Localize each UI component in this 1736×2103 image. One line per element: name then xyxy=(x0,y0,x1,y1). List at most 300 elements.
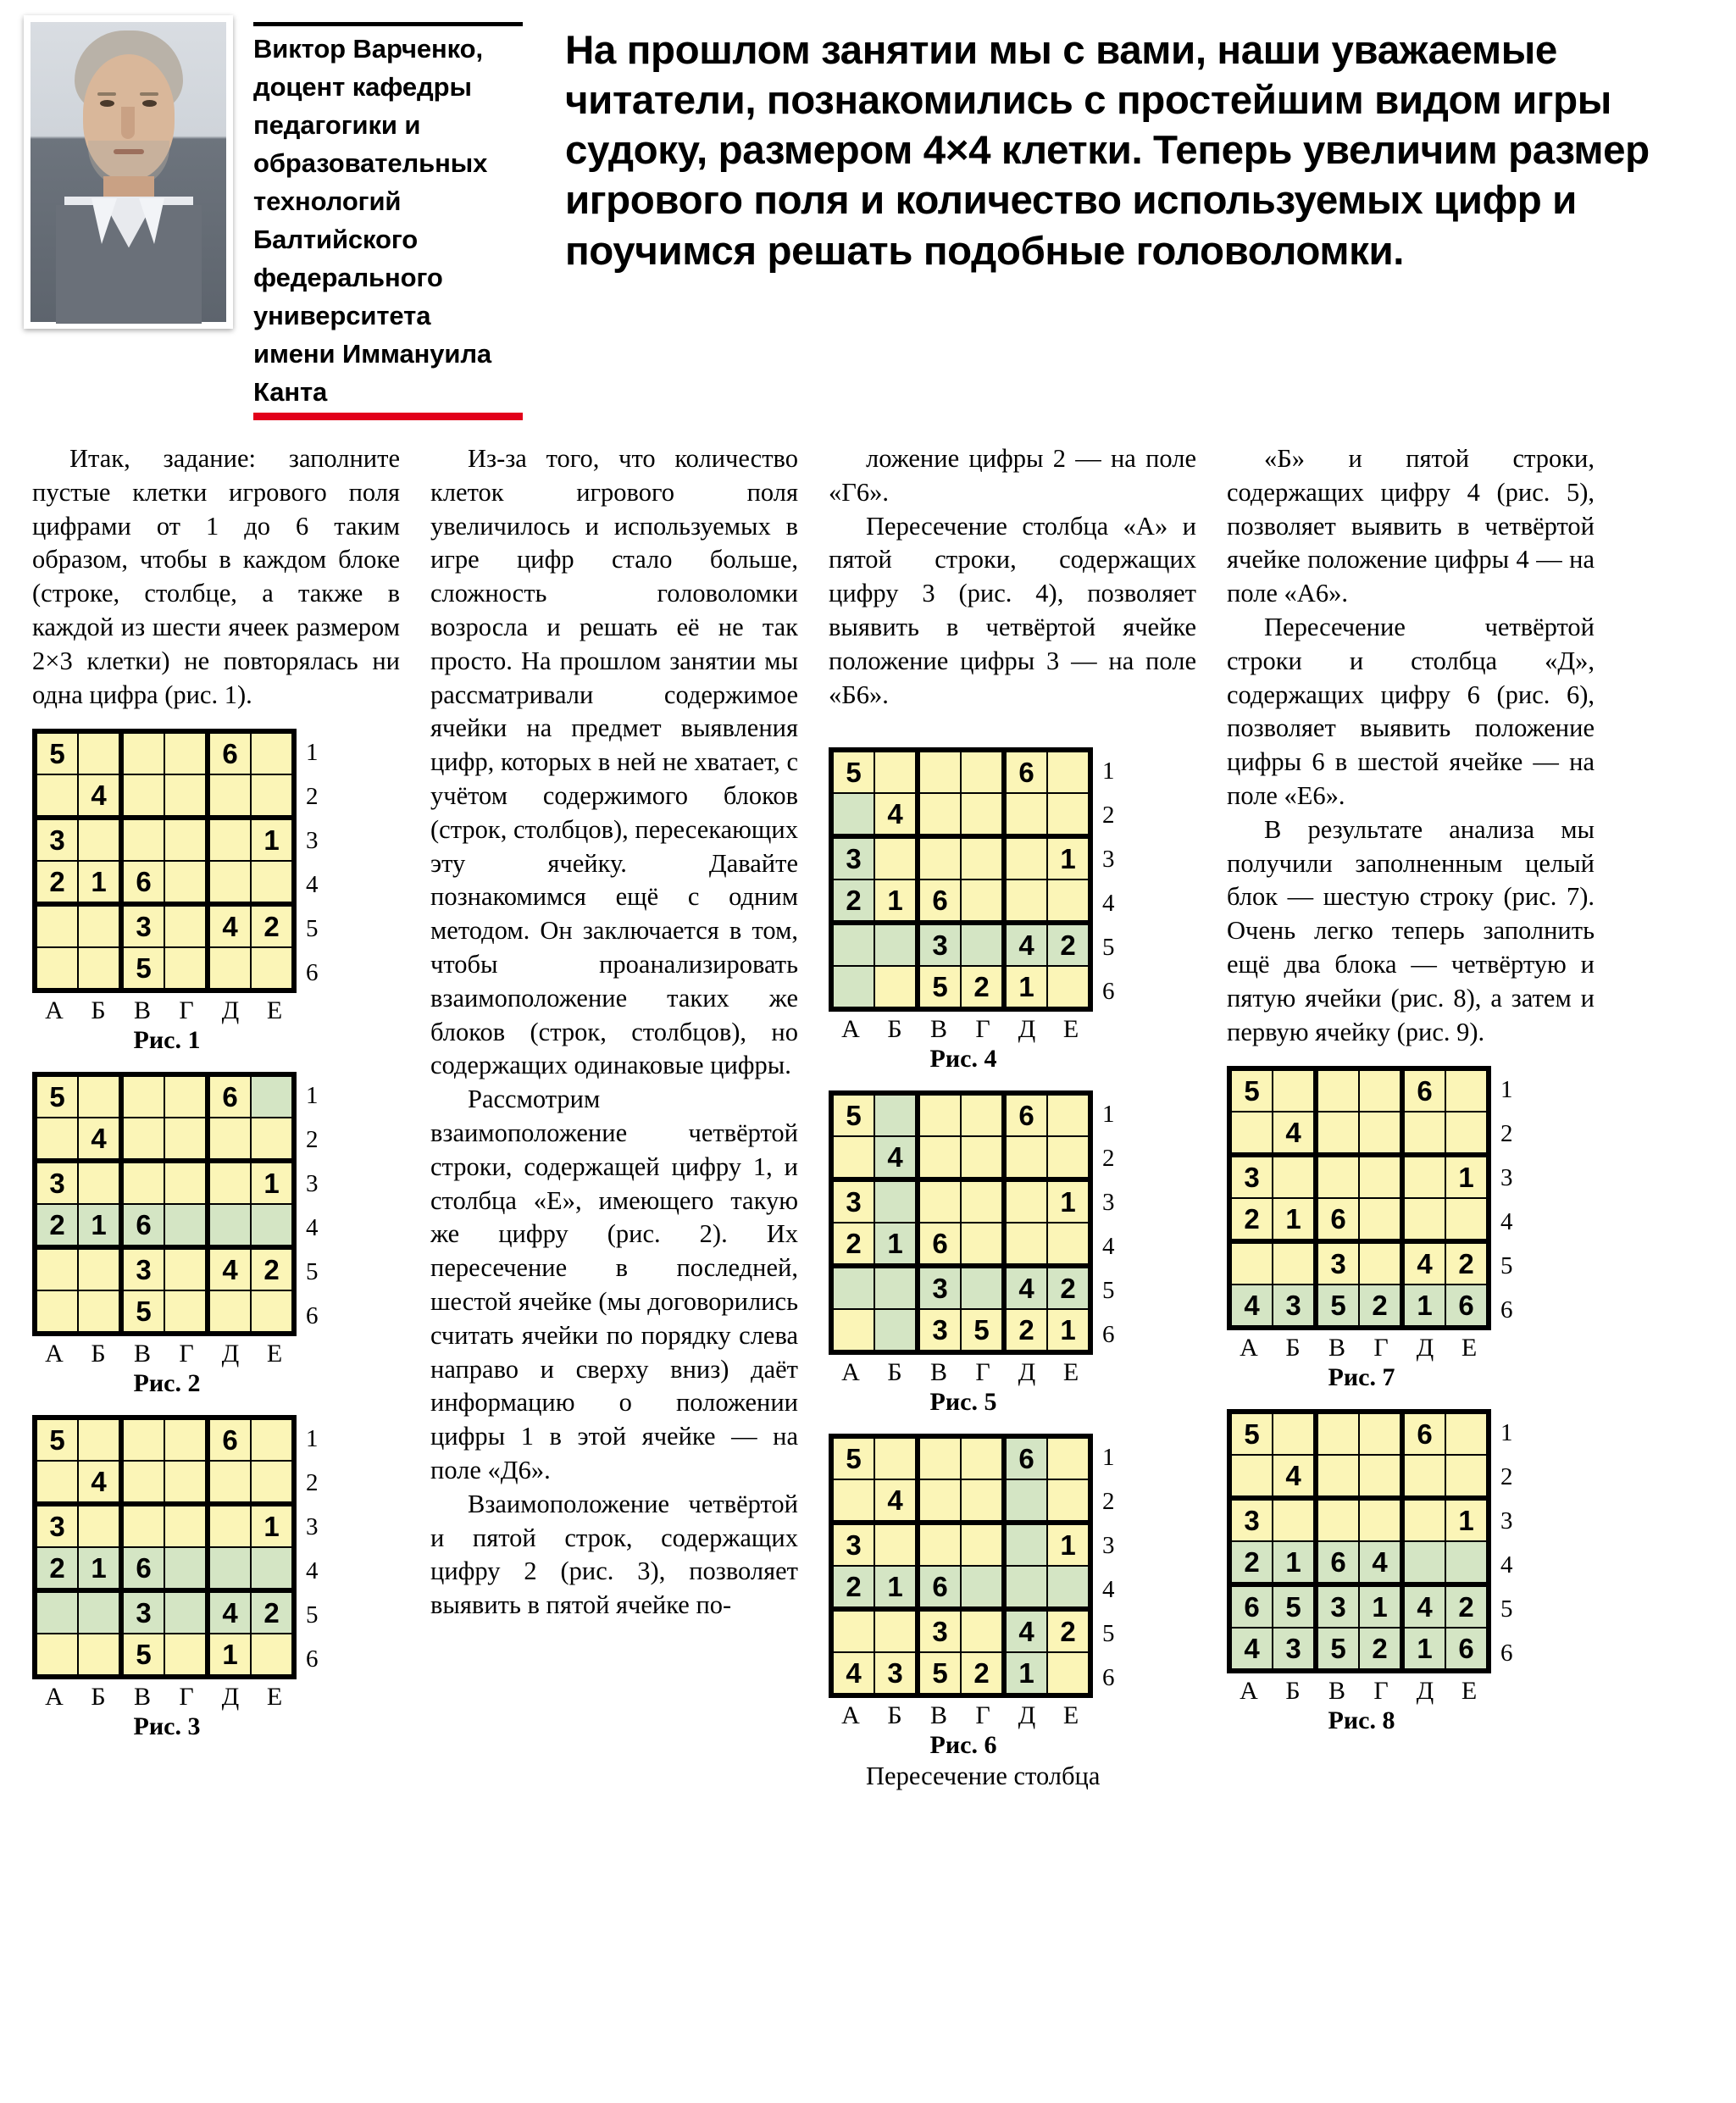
sudoku-cell[interactable]: 2 xyxy=(1047,1266,1090,1309)
sudoku-cell[interactable] xyxy=(1316,1155,1359,1198)
sudoku-cell[interactable]: 4 xyxy=(78,1118,121,1161)
sudoku-cell[interactable]: 2 xyxy=(1047,923,1090,966)
sudoku-cell[interactable] xyxy=(251,1418,294,1461)
sudoku-cell[interactable] xyxy=(164,731,208,774)
sudoku-cell[interactable]: 3 xyxy=(121,1247,164,1290)
row-label: 6 xyxy=(306,1302,319,1330)
sudoku-cell[interactable] xyxy=(121,1461,164,1504)
sudoku-cell[interactable] xyxy=(35,1461,78,1504)
sudoku-cell[interactable] xyxy=(874,1179,918,1223)
sudoku-cell[interactable] xyxy=(1004,1566,1047,1609)
sudoku-cell[interactable] xyxy=(874,1609,918,1652)
sudoku-cell[interactable]: 5 xyxy=(1229,1068,1273,1112)
sudoku-cell[interactable] xyxy=(874,1309,918,1352)
sudoku-cell[interactable]: 3 xyxy=(831,1179,874,1223)
sudoku-row xyxy=(35,1074,294,1118)
sudoku-cell[interactable]: 6 xyxy=(121,861,164,904)
sudoku-cell[interactable]: 6 xyxy=(121,1204,164,1247)
sudoku-cell[interactable]: 3 xyxy=(1316,1241,1359,1285)
sudoku-cell[interactable]: 3 xyxy=(1229,1498,1273,1541)
sudoku-cell[interactable] xyxy=(78,904,121,947)
sudoku-cell[interactable] xyxy=(1402,1455,1445,1498)
sudoku-cell[interactable]: 3 xyxy=(918,1309,961,1352)
sudoku-cell[interactable] xyxy=(35,1118,78,1161)
sudoku-cell[interactable] xyxy=(874,836,918,879)
sudoku-cell[interactable] xyxy=(164,1461,208,1504)
sudoku-cell[interactable] xyxy=(121,818,164,861)
sudoku-cell[interactable]: 2 xyxy=(1004,1309,1047,1352)
sudoku-cell[interactable] xyxy=(121,1504,164,1547)
sudoku-cell[interactable]: 1 xyxy=(1402,1628,1445,1671)
sudoku-cell[interactable] xyxy=(1229,1112,1273,1155)
sudoku-cell[interactable] xyxy=(1273,1155,1316,1198)
sudoku-cell[interactable]: 1 xyxy=(1359,1584,1402,1628)
sudoku-cell[interactable] xyxy=(961,750,1004,793)
sudoku-cell[interactable] xyxy=(1359,1112,1402,1155)
sudoku-cell[interactable]: 5 xyxy=(121,947,164,990)
sudoku-cell[interactable] xyxy=(1445,1541,1489,1584)
sudoku-cell[interactable] xyxy=(1402,1498,1445,1541)
paragraph: Итак, задание: заполните пустые клетки игрового поля цифрами от 1 до 6 таким образом, чтобы в каждом блоке (строке, столбце, а также в каждой из шести ячеек размером 2×3 клетки) не повторялась ни одна цифра (рис. 1). xyxy=(32,444,400,709)
sudoku-cell[interactable]: 5 xyxy=(35,1418,78,1461)
sudoku-cell[interactable]: 3 xyxy=(918,923,961,966)
sudoku-cell[interactable] xyxy=(1004,1479,1047,1523)
sudoku-cell[interactable] xyxy=(121,1161,164,1204)
sudoku-cell[interactable] xyxy=(208,818,251,861)
sudoku-cell[interactable] xyxy=(251,731,294,774)
sudoku-cell[interactable] xyxy=(831,1266,874,1309)
sudoku-cell[interactable] xyxy=(1004,1223,1047,1266)
sudoku-cell[interactable] xyxy=(961,836,1004,879)
sudoku-cell[interactable] xyxy=(1047,1136,1090,1179)
sudoku-cell[interactable] xyxy=(874,1436,918,1479)
sudoku-cell[interactable]: 4 xyxy=(208,1247,251,1290)
sudoku-cell[interactable]: 3 xyxy=(831,836,874,879)
sudoku-cell[interactable] xyxy=(164,774,208,818)
sudoku-cell[interactable] xyxy=(78,818,121,861)
sudoku-cell[interactable]: 1 xyxy=(1445,1498,1489,1541)
sudoku-cell[interactable] xyxy=(1047,966,1090,1009)
sudoku-cell[interactable]: 4 xyxy=(1004,1609,1047,1652)
sudoku-cell[interactable] xyxy=(831,1479,874,1523)
row-label: 1 xyxy=(1500,1076,1513,1104)
sudoku-cell[interactable] xyxy=(121,1074,164,1118)
sudoku-cell[interactable] xyxy=(35,947,78,990)
sudoku-cell[interactable] xyxy=(78,1247,121,1290)
sudoku-cell[interactable] xyxy=(1316,1498,1359,1541)
sudoku-cell[interactable] xyxy=(1445,1112,1489,1155)
sudoku-cell[interactable]: 4 xyxy=(1229,1628,1273,1671)
sudoku-cell[interactable] xyxy=(164,1504,208,1547)
sudoku-cell[interactable]: 3 xyxy=(1273,1285,1316,1328)
sudoku-cell[interactable]: 4 xyxy=(874,793,918,836)
sudoku-cell[interactable]: 1 xyxy=(1047,1179,1090,1223)
sudoku-cell[interactable] xyxy=(78,1074,121,1118)
sudoku-cell[interactable] xyxy=(251,947,294,990)
sudoku-cell[interactable] xyxy=(121,774,164,818)
sudoku-cell[interactable] xyxy=(35,1634,78,1677)
sudoku-cell[interactable]: 6 xyxy=(1402,1412,1445,1455)
sudoku-cell[interactable]: 1 xyxy=(874,1566,918,1609)
sudoku-cell[interactable]: 2 xyxy=(961,1652,1004,1695)
sudoku-cell[interactable]: 1 xyxy=(208,1634,251,1677)
sudoku-cell[interactable] xyxy=(35,904,78,947)
sudoku-cell[interactable] xyxy=(164,818,208,861)
sudoku-cell[interactable]: 5 xyxy=(831,750,874,793)
sudoku-cell[interactable] xyxy=(1359,1068,1402,1112)
sudoku-cell[interactable] xyxy=(874,1093,918,1136)
sudoku-cell[interactable] xyxy=(1004,879,1047,923)
sudoku-cell[interactable]: 2 xyxy=(35,861,78,904)
sudoku-cell[interactable] xyxy=(35,774,78,818)
sudoku-cell[interactable] xyxy=(918,1093,961,1136)
sudoku-cell[interactable]: 1 xyxy=(78,861,121,904)
sudoku-cell[interactable] xyxy=(874,966,918,1009)
sudoku-cell[interactable]: 2 xyxy=(251,904,294,947)
sudoku-cell[interactable] xyxy=(961,1566,1004,1609)
sudoku-cell[interactable]: 5 xyxy=(1316,1285,1359,1328)
sudoku-cell[interactable]: 4 xyxy=(78,774,121,818)
sudoku-cell[interactable] xyxy=(164,861,208,904)
sudoku-cell[interactable] xyxy=(918,1479,961,1523)
sudoku-cell[interactable]: 4 xyxy=(1273,1455,1316,1498)
sudoku-cell[interactable] xyxy=(78,1161,121,1204)
sudoku-cell[interactable]: 4 xyxy=(874,1136,918,1179)
sudoku-cell[interactable] xyxy=(251,1290,294,1334)
sudoku-cell[interactable] xyxy=(251,1461,294,1504)
sudoku-cell[interactable] xyxy=(1047,750,1090,793)
sudoku-cell[interactable]: 6 xyxy=(1004,750,1047,793)
sudoku-cell[interactable]: 6 xyxy=(1445,1285,1489,1328)
sudoku-cell[interactable]: 4 xyxy=(208,904,251,947)
sudoku-cell[interactable] xyxy=(1402,1198,1445,1241)
sudoku-cell[interactable] xyxy=(918,1436,961,1479)
sudoku-cell[interactable]: 6 xyxy=(1316,1198,1359,1241)
sudoku-cell[interactable]: 3 xyxy=(831,1523,874,1566)
sudoku-cell[interactable] xyxy=(1359,1198,1402,1241)
sudoku-cell[interactable] xyxy=(831,923,874,966)
sudoku-cell[interactable]: 6 xyxy=(1445,1628,1489,1671)
sudoku-cell[interactable] xyxy=(918,750,961,793)
sudoku-cell[interactable]: 6 xyxy=(208,1418,251,1461)
sudoku-cell[interactable] xyxy=(874,1523,918,1566)
sudoku-cell[interactable] xyxy=(251,1547,294,1590)
sudoku-cell[interactable] xyxy=(78,1504,121,1547)
sudoku-cell[interactable] xyxy=(1445,1068,1489,1112)
sudoku-cell[interactable]: 3 xyxy=(1316,1584,1359,1628)
sudoku-cell[interactable]: 6 xyxy=(1004,1093,1047,1136)
sudoku-cell[interactable]: 3 xyxy=(918,1266,961,1309)
sudoku-cell[interactable] xyxy=(1047,879,1090,923)
row-label: 3 xyxy=(1500,1164,1513,1192)
sudoku-cell[interactable]: 3 xyxy=(35,1161,78,1204)
sudoku-cell[interactable]: 1 xyxy=(1047,1309,1090,1352)
sudoku-cell[interactable]: 3 xyxy=(918,1609,961,1652)
sudoku-cell[interactable]: 5 xyxy=(831,1436,874,1479)
sudoku-cell[interactable] xyxy=(164,1590,208,1634)
sudoku-cell[interactable] xyxy=(251,774,294,818)
sudoku-cell[interactable]: 3 xyxy=(121,904,164,947)
sudoku-cell[interactable] xyxy=(1273,1241,1316,1285)
sudoku-cell[interactable]: 6 xyxy=(1229,1584,1273,1628)
sudoku-cell[interactable] xyxy=(1316,1412,1359,1455)
sudoku-cell[interactable] xyxy=(1004,836,1047,879)
sudoku-cell[interactable]: 1 xyxy=(251,818,294,861)
sudoku-cell[interactable]: 4 xyxy=(1229,1285,1273,1328)
sudoku-cell[interactable] xyxy=(961,793,1004,836)
sudoku-cell[interactable] xyxy=(961,1223,1004,1266)
sudoku-cell[interactable] xyxy=(1273,1412,1316,1455)
sudoku-cell[interactable] xyxy=(961,1609,1004,1652)
sudoku-cell[interactable]: 6 xyxy=(121,1547,164,1590)
sudoku-cell[interactable] xyxy=(1047,1436,1090,1479)
sudoku-cell[interactable]: 3 xyxy=(35,818,78,861)
sudoku-cell[interactable] xyxy=(78,1290,121,1334)
sudoku-cell[interactable]: 4 xyxy=(1402,1241,1445,1285)
sudoku-cell[interactable] xyxy=(831,793,874,836)
sudoku-cell[interactable]: 6 xyxy=(918,1566,961,1609)
sudoku-cell[interactable]: 1 xyxy=(1047,836,1090,879)
sudoku-cell[interactable] xyxy=(35,1247,78,1290)
sudoku-cell[interactable]: 2 xyxy=(1445,1241,1489,1285)
sudoku-cell[interactable] xyxy=(1316,1068,1359,1112)
sudoku-cell[interactable]: 6 xyxy=(208,731,251,774)
sudoku-cell[interactable] xyxy=(208,1290,251,1334)
sudoku-cell[interactable]: 5 xyxy=(35,1074,78,1118)
sudoku-cell[interactable]: 4 xyxy=(208,1590,251,1634)
sudoku-cell[interactable]: 4 xyxy=(1004,1266,1047,1309)
sudoku-cell[interactable] xyxy=(1359,1241,1402,1285)
sudoku-cell[interactable]: 1 xyxy=(78,1204,121,1247)
sudoku-cell[interactable] xyxy=(961,1523,1004,1566)
sudoku-cell[interactable] xyxy=(1004,1523,1047,1566)
sudoku-cell[interactable] xyxy=(78,1590,121,1634)
sudoku-cell[interactable] xyxy=(251,1118,294,1161)
sudoku-cell[interactable] xyxy=(1273,1498,1316,1541)
sudoku-cell[interactable]: 6 xyxy=(1316,1541,1359,1584)
sudoku-cell[interactable]: 5 xyxy=(918,1652,961,1695)
sudoku-cell[interactable] xyxy=(208,1461,251,1504)
sudoku-cell[interactable] xyxy=(1229,1455,1273,1498)
sudoku-cell[interactable] xyxy=(1445,1198,1489,1241)
sudoku-cell[interactable]: 1 xyxy=(874,1223,918,1266)
sudoku-cell[interactable] xyxy=(1273,1068,1316,1112)
sudoku-cell[interactable] xyxy=(208,1547,251,1590)
sudoku-cell[interactable] xyxy=(1402,1541,1445,1584)
sudoku-cell[interactable]: 5 xyxy=(831,1093,874,1136)
sudoku-cell[interactable] xyxy=(251,1634,294,1677)
sudoku-cell[interactable]: 3 xyxy=(874,1652,918,1695)
sudoku-cell[interactable] xyxy=(1047,793,1090,836)
sudoku-cell[interactable] xyxy=(831,1609,874,1652)
sudoku-cell[interactable]: 1 xyxy=(1445,1155,1489,1198)
sudoku-cell[interactable] xyxy=(208,1204,251,1247)
sudoku-cell[interactable] xyxy=(961,1093,1004,1136)
sudoku-cell[interactable] xyxy=(961,1479,1004,1523)
sudoku-cell[interactable] xyxy=(1359,1455,1402,1498)
sudoku-cell[interactable] xyxy=(251,861,294,904)
sudoku-cell[interactable]: 3 xyxy=(1229,1155,1273,1198)
sudoku-cell[interactable] xyxy=(961,923,1004,966)
sudoku-cell[interactable] xyxy=(918,1179,961,1223)
sudoku-cell[interactable] xyxy=(918,793,961,836)
sudoku-cell[interactable] xyxy=(918,1523,961,1566)
sudoku-cell[interactable]: 2 xyxy=(1229,1198,1273,1241)
sudoku-cell[interactable] xyxy=(1047,1479,1090,1523)
sudoku-cell[interactable] xyxy=(831,966,874,1009)
sudoku-cell[interactable]: 2 xyxy=(1359,1628,1402,1671)
sudoku-cell[interactable] xyxy=(208,861,251,904)
sudoku-cell[interactable]: 4 xyxy=(831,1652,874,1695)
sudoku-cell[interactable] xyxy=(1445,1455,1489,1498)
sudoku-cell[interactable] xyxy=(208,947,251,990)
sudoku-cell[interactable] xyxy=(164,1247,208,1290)
sudoku-cell[interactable] xyxy=(1445,1412,1489,1455)
sudoku-row xyxy=(35,1247,294,1290)
sudoku-cell[interactable]: 2 xyxy=(961,966,1004,1009)
sudoku-cell[interactable]: 6 xyxy=(918,879,961,923)
sudoku-cell[interactable] xyxy=(918,836,961,879)
sudoku-cell[interactable] xyxy=(1047,1652,1090,1695)
sudoku-cell[interactable] xyxy=(961,1136,1004,1179)
sudoku-cell[interactable]: 2 xyxy=(35,1204,78,1247)
sudoku-cell[interactable]: 2 xyxy=(831,1223,874,1266)
sudoku-cell[interactable] xyxy=(1316,1455,1359,1498)
sudoku-cell[interactable] xyxy=(1004,1179,1047,1223)
sudoku-cell[interactable]: 4 xyxy=(78,1461,121,1504)
sudoku-cell[interactable]: 1 xyxy=(1047,1523,1090,1566)
sudoku-cell[interactable] xyxy=(874,750,918,793)
sudoku-cell[interactable]: 3 xyxy=(121,1590,164,1634)
sudoku-cell[interactable] xyxy=(961,1266,1004,1309)
sudoku-cell[interactable]: 5 xyxy=(918,966,961,1009)
sudoku-cell[interactable] xyxy=(78,1634,121,1677)
sudoku-cell[interactable]: 2 xyxy=(251,1247,294,1290)
sudoku-cell[interactable] xyxy=(831,1309,874,1352)
sudoku-cell[interactable] xyxy=(164,904,208,947)
sudoku-cell[interactable]: 5 xyxy=(121,1634,164,1677)
sudoku-cell[interactable] xyxy=(121,1418,164,1461)
sudoku-cell[interactable] xyxy=(208,1504,251,1547)
sudoku-cell[interactable] xyxy=(1047,1223,1090,1266)
sudoku-cell[interactable] xyxy=(1402,1155,1445,1198)
sudoku-cell[interactable]: 1 xyxy=(1273,1541,1316,1584)
sudoku-cell[interactable]: 2 xyxy=(1359,1285,1402,1328)
sudoku-cell[interactable] xyxy=(121,1118,164,1161)
sudoku-cell[interactable]: 2 xyxy=(251,1590,294,1634)
sudoku-cell[interactable]: 1 xyxy=(1273,1198,1316,1241)
sudoku-cell[interactable] xyxy=(164,1161,208,1204)
column-label: А xyxy=(841,1015,860,1044)
sudoku-cell[interactable] xyxy=(1047,1566,1090,1609)
sudoku-cell[interactable] xyxy=(961,879,1004,923)
sudoku-cell[interactable]: 5 xyxy=(1229,1412,1273,1455)
sudoku-cell[interactable]: 2 xyxy=(1047,1609,1090,1652)
sudoku-cell[interactable] xyxy=(164,1204,208,1247)
sudoku-cell[interactable] xyxy=(35,1290,78,1334)
sudoku-cell[interactable] xyxy=(1316,1112,1359,1155)
sudoku-cell[interactable] xyxy=(1004,793,1047,836)
sudoku-cell[interactable]: 6 xyxy=(1004,1436,1047,1479)
sudoku-cell[interactable] xyxy=(164,1074,208,1118)
sudoku-cell[interactable] xyxy=(874,923,918,966)
sudoku-cell[interactable] xyxy=(1047,1093,1090,1136)
sudoku-cell[interactable] xyxy=(164,1547,208,1590)
sudoku-cell[interactable] xyxy=(1402,1112,1445,1155)
sudoku-cell[interactable] xyxy=(251,1074,294,1118)
column-label: В xyxy=(1328,1334,1345,1362)
sudoku-cell[interactable] xyxy=(874,1266,918,1309)
sudoku-cell[interactable] xyxy=(164,1418,208,1461)
sudoku-cell[interactable]: 4 xyxy=(1273,1112,1316,1155)
sudoku-cell[interactable] xyxy=(78,731,121,774)
sudoku-cell[interactable] xyxy=(1229,1241,1273,1285)
sudoku-cell[interactable] xyxy=(208,1161,251,1204)
sudoku-cell[interactable] xyxy=(1359,1155,1402,1198)
sudoku-cell[interactable] xyxy=(121,731,164,774)
sudoku-cell[interactable]: 6 xyxy=(918,1223,961,1266)
sudoku-cell[interactable] xyxy=(164,947,208,990)
sudoku-cell[interactable]: 5 xyxy=(1273,1584,1316,1628)
sudoku-cell[interactable]: 2 xyxy=(831,1566,874,1609)
sudoku-cell[interactable]: 4 xyxy=(1402,1584,1445,1628)
sudoku-cell[interactable] xyxy=(251,1204,294,1247)
sudoku-cell[interactable]: 1 xyxy=(251,1161,294,1204)
sudoku-cell[interactable]: 1 xyxy=(1402,1285,1445,1328)
sudoku-cell[interactable]: 1 xyxy=(874,879,918,923)
figure-caption: Рис. 4 xyxy=(929,1045,997,1074)
sudoku-cell[interactable]: 3 xyxy=(35,1504,78,1547)
sudoku-cell[interactable]: 5 xyxy=(1316,1628,1359,1671)
sudoku-cell[interactable] xyxy=(78,947,121,990)
sudoku-cell[interactable] xyxy=(918,1136,961,1179)
sudoku-cell[interactable] xyxy=(78,1418,121,1461)
sudoku-cell[interactable]: 2 xyxy=(1229,1541,1273,1584)
sudoku-cell[interactable] xyxy=(1359,1412,1402,1455)
column-label: Е xyxy=(1062,1358,1079,1387)
sudoku-cell[interactable]: 6 xyxy=(1402,1068,1445,1112)
sudoku-cell[interactable]: 5 xyxy=(961,1309,1004,1352)
sudoku-cell[interactable]: 1 xyxy=(78,1547,121,1590)
sudoku-cell[interactable] xyxy=(831,1136,874,1179)
sudoku-cell[interactable]: 4 xyxy=(874,1479,918,1523)
sudoku-cell[interactable]: 3 xyxy=(1273,1628,1316,1671)
sudoku-cell[interactable] xyxy=(961,1436,1004,1479)
sudoku-cell[interactable] xyxy=(35,1590,78,1634)
sudoku-cell[interactable] xyxy=(208,1118,251,1161)
sudoku-cell[interactable]: 6 xyxy=(208,1074,251,1118)
sudoku-cell[interactable]: 2 xyxy=(831,879,874,923)
sudoku-cell[interactable] xyxy=(1359,1498,1402,1541)
sudoku-cell[interactable]: 2 xyxy=(35,1547,78,1590)
sudoku-cell[interactable] xyxy=(961,1179,1004,1223)
sudoku-cell[interactable] xyxy=(1004,1136,1047,1179)
sudoku-cell[interactable]: 2 xyxy=(1445,1584,1489,1628)
sudoku-cell[interactable]: 5 xyxy=(121,1290,164,1334)
sudoku-cell[interactable]: 1 xyxy=(251,1504,294,1547)
sudoku-cell[interactable] xyxy=(164,1118,208,1161)
column-label: Б xyxy=(1285,1677,1301,1706)
sudoku-cell[interactable] xyxy=(164,1634,208,1677)
sudoku-cell[interactable] xyxy=(164,1290,208,1334)
sudoku-cell[interactable]: 4 xyxy=(1004,923,1047,966)
sudoku-cell[interactable]: 4 xyxy=(1359,1541,1402,1584)
sudoku-grid-row xyxy=(1227,1409,1595,1675)
sudoku-cell[interactable]: 1 xyxy=(1004,966,1047,1009)
sudoku-cell[interactable]: 1 xyxy=(1004,1652,1047,1695)
sudoku-cell[interactable]: 5 xyxy=(35,731,78,774)
sudoku-cell[interactable] xyxy=(208,774,251,818)
